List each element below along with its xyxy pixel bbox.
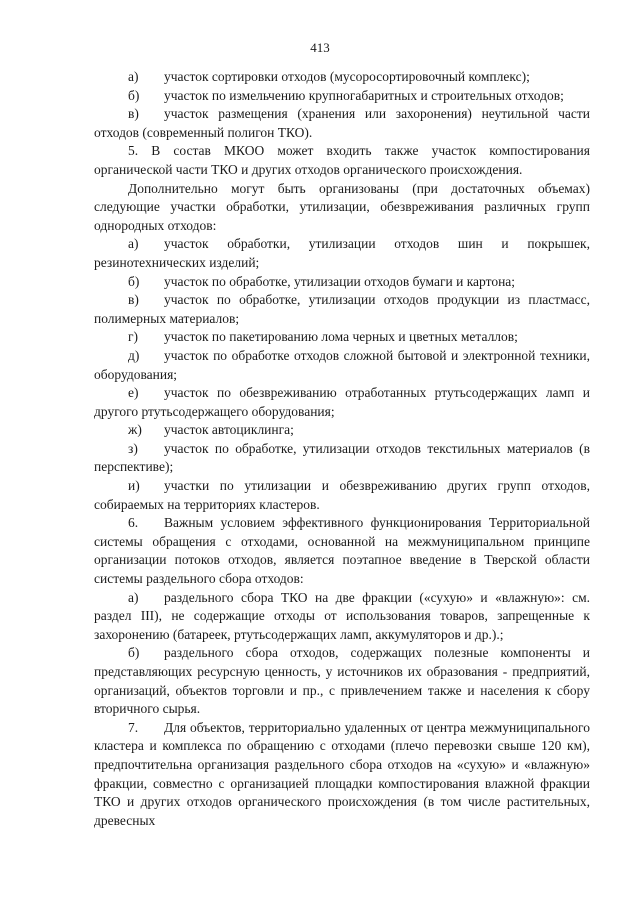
numbered-paragraph <box>94 719 590 831</box>
list-item <box>94 273 590 292</box>
item-marker: а) <box>128 236 139 252</box>
paragraph: 5. В состав МКОО может входить также участок компостирования органической части ТКО и других отходов органического происхождения. <box>94 143 590 177</box>
item-marker: а) <box>128 589 139 605</box>
item-marker: в) <box>128 106 139 122</box>
list-item <box>94 328 590 347</box>
list-item <box>94 421 590 440</box>
item-text: участок по обработке, утилизации отходов текстильных материалов (в перспективе); <box>94 440 590 475</box>
item-text: участки по утилизации и обезвреживанию других групп отходов, собираемых на территориях кластеров. <box>94 478 590 512</box>
item-marker: е) <box>128 385 139 401</box>
list-item <box>94 644 590 718</box>
item-marker: 7. <box>128 719 139 735</box>
item-marker: ж) <box>128 422 142 438</box>
list-item <box>94 440 590 477</box>
item-text: участок по обезвреживанию отработанных ртутьсодержащих ламп и другого ртутьсодержащего оборудования; <box>94 385 590 419</box>
item-marker: б) <box>128 645 140 661</box>
item-marker: б) <box>128 87 140 103</box>
item-marker: 6. <box>128 515 139 531</box>
list-item <box>94 589 590 645</box>
item-marker: и) <box>128 478 140 494</box>
item-text: участок размещения (хранения или захоронения) неутильной части отходов (современный полигон ТКО). <box>94 106 590 140</box>
item-text: участок обработки, утилизации отходов шин и покрышек, резинотехнических изделий; <box>94 236 590 270</box>
item-marker: г) <box>128 329 139 345</box>
item-text: участок по обработке отходов сложной бытовой и электронной техники, оборудования; <box>94 347 590 382</box>
list-item <box>94 477 590 514</box>
item-marker: а) <box>128 69 139 84</box>
item-marker: б) <box>128 273 140 289</box>
document-body <box>94 68 590 830</box>
item-marker: д) <box>128 347 140 363</box>
item-text: участок сортировки отходов (мусоросортировочный комплекс); <box>164 69 530 84</box>
item-text: Для объектов, территориально удаленных от центра межмуниципального кластера и комплекса по обращению с отходами (плечо перевозки свыше 120 км), предпочтительна организация раздельного сбора отходов на «сухую» и «влажную» фракции, совместно с организацией площадки компостирования влажной фракции ТКО и других отходов органического происхождения (в том числе растительных, древесных <box>94 719 590 828</box>
item-text: участок по измельчению крупногабаритных и строительных отходов; <box>164 87 564 103</box>
list-item <box>94 105 590 142</box>
numbered-paragraph <box>94 514 590 588</box>
item-marker: з) <box>128 440 138 456</box>
page-number: 413 <box>310 40 330 55</box>
list-item <box>94 347 590 384</box>
paragraph: Дополнительно могут быть организованы (при достаточных объемах) следующие участки обработки, утилизации, обезвреживания различных групп однородных отходов: <box>94 180 590 233</box>
list-item <box>94 384 590 421</box>
list-item <box>94 235 590 272</box>
list-item <box>94 291 590 328</box>
item-text: Важным условием эффективного функционирования Территориальной системы обращения с отходами, основанной на межмуниципальном принципе организации потоков отходов, является поэтапное введение в Тверской области системы раздельного сбора отходов: <box>94 515 590 587</box>
item-text: участок по пакетированию лома черных и цветных металлов; <box>164 329 518 345</box>
list-item <box>94 68 590 87</box>
list-item <box>94 87 590 106</box>
item-text: раздельного сбора ТКО на две фракции («сухую» и «влажную»: см. раздел III), не содержащие отходы от использования товаров, запрещенные к захоронению (батареек, ртутьсодержащих ламп, аккумуляторов и др.).; <box>94 589 590 642</box>
item-text: раздельного сбора отходов, содержащих полезные компоненты и представляющих ресурсную ценность, у источников их образования - предприятий, организаций, объектов торговли и пр., с привлечением также и населения к сбору вторичного сырья. <box>94 645 590 717</box>
item-text: участок по обработке, утилизации отходов бумаги и картона; <box>164 273 516 289</box>
item-text: участок по обработке, утилизации отходов продукции из пластмасс, полимерных материалов; <box>94 292 590 326</box>
item-marker: в) <box>128 292 139 308</box>
item-text: участок автоциклинга; <box>164 422 294 438</box>
